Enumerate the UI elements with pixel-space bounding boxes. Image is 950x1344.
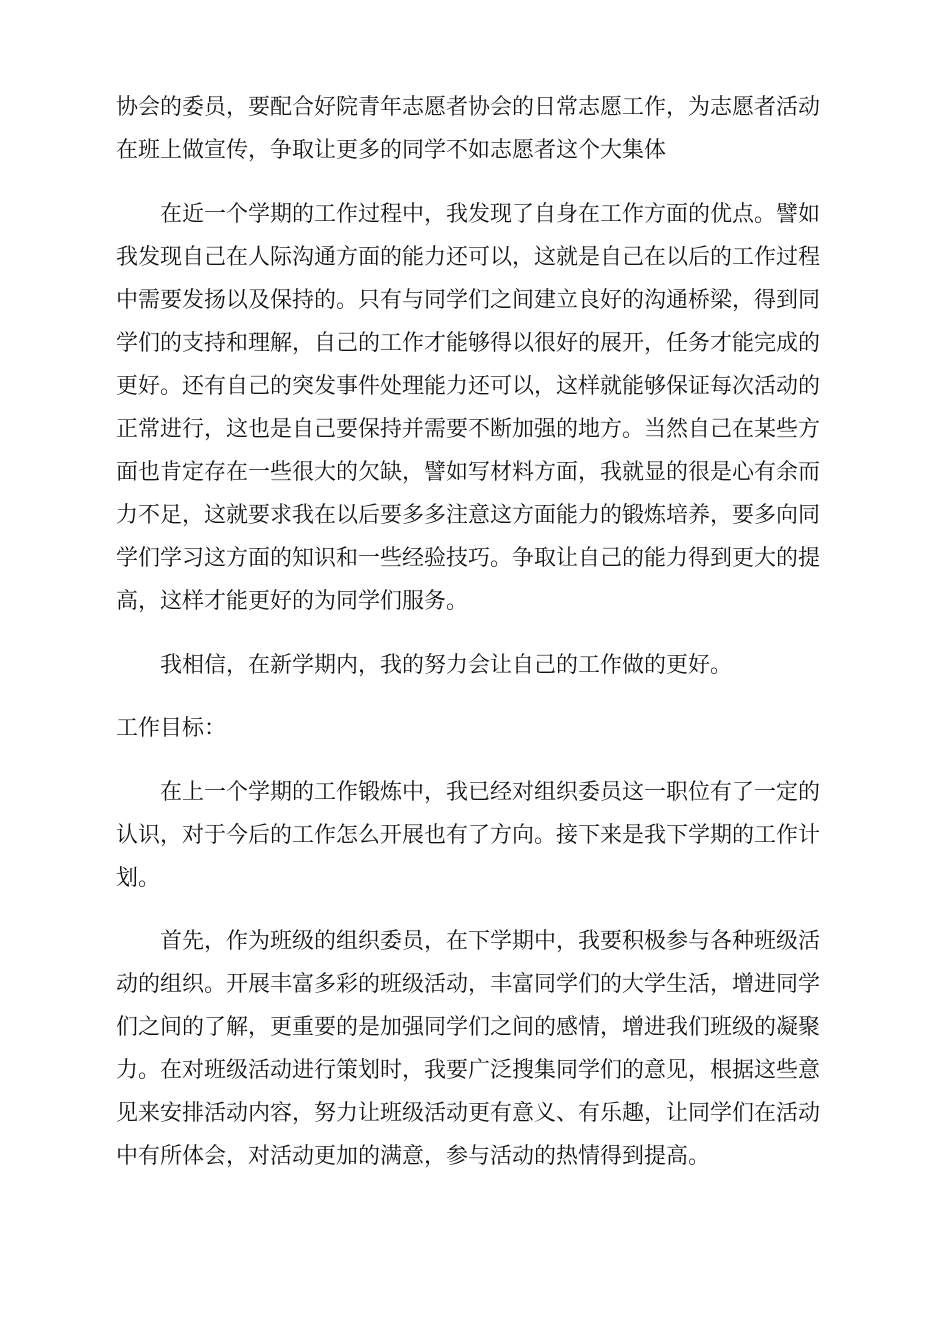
paragraph-line: 力。在对班级活动进行策划时，我要广泛搜集同学们的意见，根据这些意 [116,1058,821,1083]
paragraph-line: 在上一个学期的工作锻炼中，我已经对组织委员这一职位有了一定的 [160,780,821,805]
paragraph-line: 划。 [116,866,161,891]
paragraph-line: 认识，对于今后的工作怎么开展也有了方向。接下来是我下学期的工作计 [116,823,821,848]
paragraph-line: 正常进行，这也是自己要保持并需要不断加强的地方。当然自己在某些方 [116,417,821,442]
paragraph-line: 我发现自己在人际沟通方面的能力还可以，这就是自己在以后的工作过程 [116,245,821,270]
paragraph-line: 们之间的了解，更重要的是加强同学们之间的感情，增进我们班级的凝聚 [116,1015,821,1040]
paragraph-line: 高，这样才能更好的为同学们服务。 [116,589,469,614]
paragraph-line: 在班上做宣传，争取让更多的同学不如志愿者这个大集体 [116,138,667,163]
paragraph-line: 力不足，这就要求我在以后要多多注意这方面能力的锻炼培养，要多向同 [116,503,821,528]
paragraph-line: 中需要发扬以及保持的。只有与同学们之间建立良好的沟通桥梁，得到同 [116,288,821,313]
paragraph-line: 动的组织。开展丰富多彩的班级活动，丰富同学们的大学生活，增进同学 [116,972,821,997]
paragraph-line: 协会的委员，要配合好院青年志愿者协会的日常志愿工作，为志愿者活动 [116,95,821,120]
paragraph-line: 在近一个学期的工作过程中，我发现了自身在工作方面的优点。譬如 [160,202,821,227]
section-heading: 工作目标： [116,716,227,741]
paragraph-line: 更好。还有自己的突发事件处理能力还可以，这样就能够保证每次活动的 [116,374,821,399]
paragraph-line: 首先，作为班级的组织委员，在下学期中，我要积极参与各种班级活 [160,929,821,954]
paragraph-line: 见来安排活动内容，努力让班级活动更有意义、有乐趣，让同学们在活动 [116,1101,821,1126]
paragraph-line: 我相信，在新学期内，我的努力会让自己的工作做的更好。 [160,653,733,678]
paragraph-line: 面也肯定存在一些很大的欠缺，譬如写材料方面，我就显的很是心有余而 [116,460,821,485]
paragraph-line: 中有所体会，对活动更加的满意，参与活动的热情得到提高。 [116,1144,711,1169]
paragraph-line: 学们学习这方面的知识和一些经验技巧。争取让自己的能力得到更大的提 [116,546,821,571]
paragraph-line: 学们的支持和理解，自己的工作才能够得以很好的展开，任务才能完成的 [116,331,821,356]
